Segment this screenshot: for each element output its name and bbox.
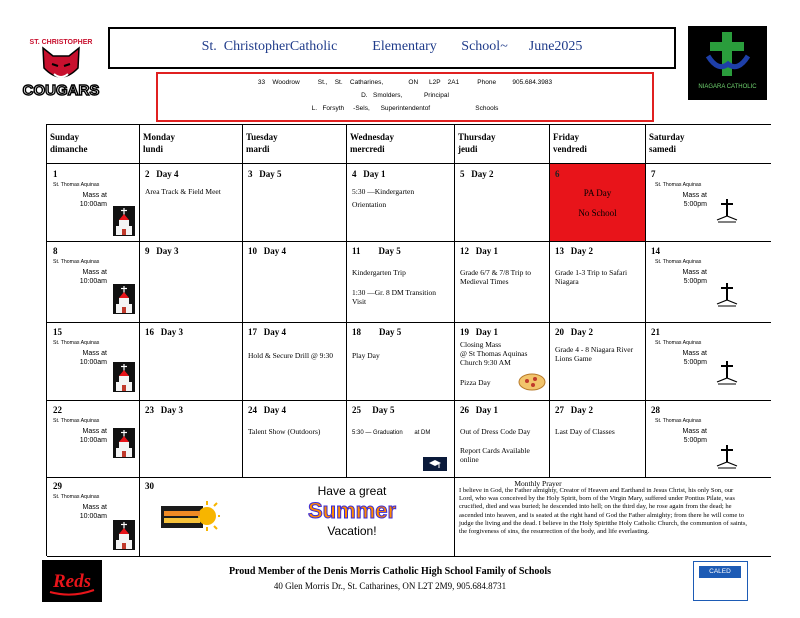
event-gr8-transition: 1:30 —Gr. 8 DM Transition Visit: [352, 288, 436, 306]
date-8: 8: [53, 246, 58, 256]
info-principal: D. Smolders, Principal: [361, 92, 449, 99]
cross-icon: [715, 360, 739, 386]
mass-time-sunday: Mass at 10:00am: [79, 504, 107, 520]
date-21: 21: [651, 327, 660, 337]
header-tuesday: Tuesday mardi: [246, 132, 278, 154]
date-12: 12 Day 1: [460, 246, 498, 256]
info-superintendent: L. Forsyth -Sels, Superintendentof Schools: [311, 105, 499, 112]
church-icon: [113, 428, 135, 458]
date-25: 25 Day 5: [352, 405, 395, 415]
caled-logo: [693, 561, 748, 601]
date-28: 28: [651, 405, 660, 415]
event-out-of-dress-code: Out of Dress Code Day: [460, 427, 531, 436]
mass-location: St. Thomas Aquinas: [53, 494, 100, 500]
date-4: 4 Day 1: [352, 169, 386, 179]
calendar-grid: [46, 124, 770, 556]
date-17: 17 Day 4: [248, 327, 286, 337]
date-23: 23 Day 3: [145, 405, 183, 415]
logo-top-text: ST. CHRISTOPHER: [29, 39, 93, 46]
date-10: 10 Day 4: [248, 246, 286, 256]
header-monday: Monday lundi: [143, 132, 176, 154]
info-address: 33 Woodrow St., St. Catharines, ON L2P 2A1 Phone 905.684.3983: [257, 79, 553, 86]
mass-time-sunday: Mass at 10:00am: [79, 428, 107, 444]
school-info-box: [156, 72, 654, 122]
summer-line1: Have a great: [317, 484, 387, 498]
pa-day-cell: [550, 164, 645, 241]
event-graduation: 5:30 — Graduation at DM: [352, 430, 431, 436]
header-friday: Friday vendredi: [553, 132, 587, 154]
event-kindergarten-orientation: 5:30 —Kindergarten Orientation: [352, 187, 415, 209]
church-icon: [113, 520, 135, 550]
mass-time-saturday: Mass at 5:00pm: [682, 192, 707, 208]
date-16: 16 Day 3: [145, 327, 183, 337]
event-river-lions: Grade 4 - 8 Niagara River Lions Game: [555, 345, 634, 363]
church-icon: [113, 362, 135, 392]
event-hold-secure: Hold & Secure Drill @ 9:30: [248, 351, 334, 360]
mass-time-saturday: Mass at 5:00pm: [682, 269, 707, 285]
event-medieval-times: Grade 6/7 & 7/8 Trip to Medieval Times: [460, 268, 532, 286]
event-play-day: Play Day: [352, 351, 380, 360]
footer-address: 40 Glen Morris Dr., St. Catharines, ON L2T 2M9, 905.684.8731: [273, 581, 507, 591]
mass-time-sunday: Mass at 10:00am: [79, 350, 107, 366]
date-22: 22: [53, 405, 62, 415]
date-9: 9 Day 3: [145, 246, 179, 256]
caled-text: CALED: [699, 566, 741, 578]
date-2: 2 Day 4: [145, 169, 179, 179]
mass-location: St. Thomas Aquinas: [655, 340, 702, 346]
mass-location: St. Thomas Aquinas: [53, 340, 100, 346]
header-thursday: Thursday jeudi: [458, 132, 496, 154]
monthly-prayer: I believe in God, the Father almighty, Creator of Heaven and Earthand in Jesus Christ, his only Son, our Lord, who was conceived by the Holy Spirit, born of the Virgin Mary, suffered under Pontius Pilate, was crucified, died and was buried; he descended into hell; on the third day, he rose again from the dead; he ascended into heaven, and is seated at the right hand of God the Father almighty; from there he will come to judge the living and the dead. I believe in the Holy Spiritthe Holy Catholic Church, the communion of saints, the forgiveness of sins, the resurrection of the body, and life everlasting.: [459, 487, 748, 536]
date-5: 5 Day 2: [460, 169, 494, 179]
event-last-day: Last Day of Classes: [555, 427, 615, 436]
page-title: St. ChristopherCatholic Elementary School~ June2025: [201, 39, 583, 54]
date-27: 27 Day 2: [555, 405, 593, 415]
logo-bottom-text: COUGARS: [22, 82, 100, 99]
mass-location: St. Thomas Aquinas: [53, 259, 100, 265]
cross-icon: [715, 198, 739, 224]
date-19: 19 Day 1: [460, 327, 498, 337]
header-sunday: Sunday dimanche: [50, 132, 88, 154]
reds-text: Reds: [53, 571, 91, 592]
pa-day-label: PA Day: [583, 188, 612, 198]
date-14: 14: [651, 246, 660, 256]
prayer-title: Monthly Prayer: [514, 479, 562, 488]
no-school-label: No School: [578, 208, 617, 218]
mass-location: St. Thomas Aquinas: [655, 259, 702, 265]
niagara-catholic-logo: [688, 26, 767, 100]
date-24: 24 Day 4: [248, 405, 286, 415]
church-icon: [113, 206, 135, 236]
summer-graphic: [287, 484, 417, 554]
event-talent-show: Talent Show (Outdoors): [248, 427, 321, 436]
mass-location: St. Thomas Aquinas: [53, 418, 100, 424]
mass-location: St. Thomas Aquinas: [655, 418, 702, 424]
mass-location: St. Thomas Aquinas: [655, 182, 702, 188]
header-saturday: Saturday samedi: [649, 132, 685, 154]
date-26: 26 Day 1: [460, 405, 498, 415]
event-report-cards: Report Cards Available online: [460, 446, 530, 464]
pizza-icon: [517, 370, 547, 392]
mass-time-saturday: Mass at 5:00pm: [682, 428, 707, 444]
date-1: 1: [53, 169, 58, 179]
date-15: 15: [53, 327, 62, 337]
reds-logo: [42, 560, 102, 602]
mass-time-sunday: Mass at 10:00am: [79, 192, 107, 208]
mass-time-sunday: Mass at 10:00am: [79, 269, 107, 285]
date-11: 11 Day 5: [352, 246, 401, 256]
header-wednesday: Wednesday mercredi: [350, 132, 395, 154]
date-3: 3 Day 5: [248, 169, 282, 179]
date-7: 7: [651, 169, 656, 179]
footer-family: Proud Member of the Denis Morris Catholic High School Family of Schools: [228, 566, 552, 577]
title-box: [108, 27, 676, 69]
event-safari-niagara: Grade 1-3 Trip to Safari Niagara: [555, 268, 628, 286]
cougars-logo: [18, 34, 104, 100]
sun-icon: [161, 500, 221, 534]
summer-line2: Summer: [307, 498, 397, 523]
graduation-icon: [423, 457, 447, 471]
date-20: 20 Day 2: [555, 327, 593, 337]
mass-location: St. Thomas Aquinas: [53, 182, 100, 188]
niagara-logo-text: NIAGARA CATHOLIC: [698, 84, 757, 90]
date-13: 13 Day 2: [555, 246, 593, 256]
event-pizza-day: Pizza Day: [460, 378, 491, 387]
date-6: 6: [555, 169, 560, 179]
event-kindergarten-trip: Kindergarten Trip: [352, 268, 406, 277]
summer-line3: Vacation!: [327, 524, 377, 538]
cross-icon: [715, 444, 739, 470]
event-track-field: Area Track & Field Meet: [145, 187, 221, 196]
mass-time-saturday: Mass at 5:00pm: [682, 350, 707, 366]
date-18: 18 Day 5: [352, 327, 402, 337]
date-29: 29: [53, 481, 62, 491]
date-30: 30: [145, 481, 154, 491]
event-closing-mass: Closing Mass @ St Thomas Aquinas Church 9:30 AM: [460, 340, 528, 367]
church-icon: [113, 284, 135, 314]
cross-icon: [715, 282, 739, 308]
